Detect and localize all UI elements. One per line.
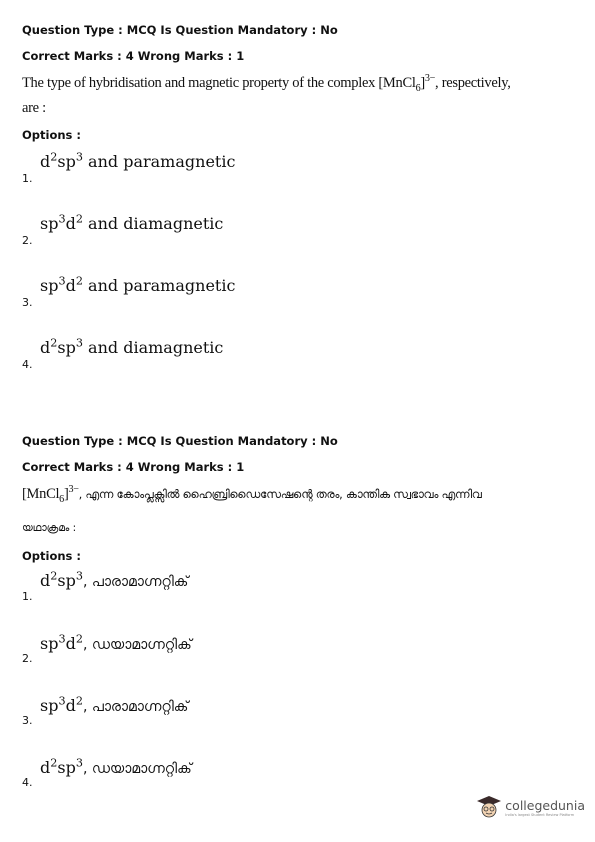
option-number: 2. <box>22 234 33 247</box>
option-number: 3. <box>22 296 33 309</box>
option-number: 2. <box>22 652 33 665</box>
question-stem-line2: യഥാക്രമം : <box>22 522 77 534</box>
marks-line: Correct Marks : 4 Wrong Marks : 1 <box>22 460 245 474</box>
option-text: $d^2sp^3$, ഡയാമാഗ്നറ്റിക് <box>40 756 192 777</box>
option-text: $d^2sp^3$ and diamagnetic <box>40 336 224 357</box>
option-text: $d^2sp^3$ and paramagnetic <box>40 150 236 171</box>
option-text: $sp^3d^2$ and diamagnetic <box>40 212 224 233</box>
question-stem: The type of hybridisation and magnetic property of the complex [MnCl$_6$]$^{3-}$, respectively, <box>22 73 511 94</box>
options-label: Options : <box>22 549 81 563</box>
question-stem-line2: are : <box>22 100 46 116</box>
option-text: $sp^3d^2$, പാരാമാഗ്നറ്റിക് <box>40 694 189 715</box>
option-text: $sp^3d^2$ and paramagnetic <box>40 274 236 295</box>
option-number: 3. <box>22 714 33 727</box>
option-number: 1. <box>22 590 33 603</box>
option-text: $d^2sp^3$, പാരാമാഗ്നറ്റിക് <box>40 569 189 590</box>
student-mascot-icon <box>476 794 502 820</box>
question-stem: [MnCl$_6$]$^{3-}$, എന്ന കോംപ്ലക്സിൽ ഹൈബ്രിഡൈസേഷന്റെ തരം, കാന്തിക സ്വഭാവം എന്നിവ <box>22 484 482 505</box>
options-label: Options : <box>22 128 81 142</box>
option-number: 1. <box>22 172 33 185</box>
option-text: $sp^3d^2$, ഡയാമാഗ്നറ്റിക് <box>40 632 192 653</box>
option-number: 4. <box>22 776 33 789</box>
collegedunia-logo <box>476 794 585 820</box>
marks-line: Correct Marks : 4 Wrong Marks : 1 <box>22 49 245 63</box>
question-type-line: Question Type : MCQ Is Question Mandatory : No <box>22 434 338 448</box>
logo-name: collegedunia <box>505 797 585 813</box>
logo-tagline: India's largest Student Review Platform <box>505 812 575 817</box>
option-number: 4. <box>22 358 33 371</box>
question-type-line: Question Type : MCQ Is Question Mandatory : No <box>22 23 338 37</box>
